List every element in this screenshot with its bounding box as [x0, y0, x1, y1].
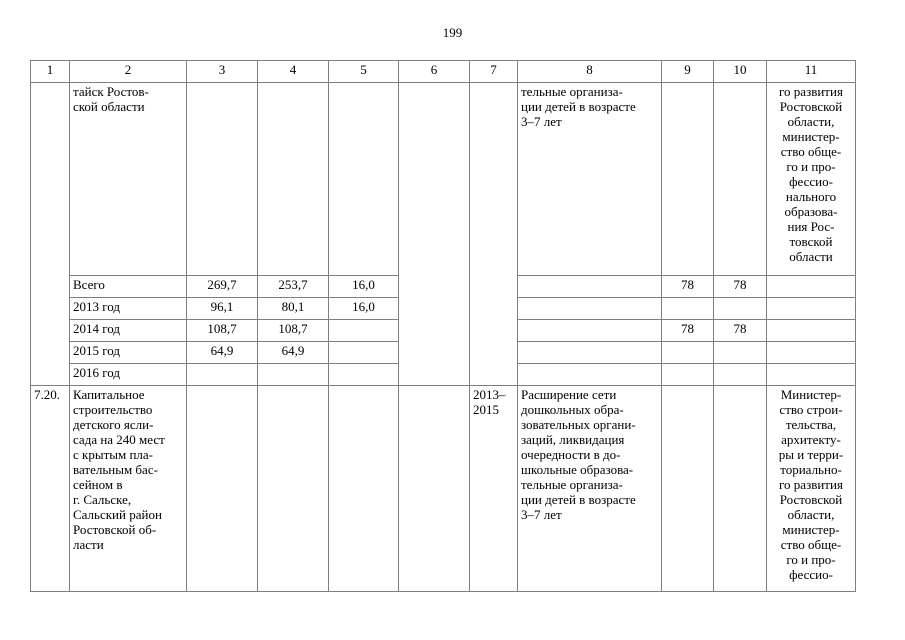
empty-cell: [399, 386, 470, 592]
item-number-cell: 7.20.: [31, 386, 70, 592]
value-col5: 16,0: [329, 298, 399, 320]
value-col10: [714, 298, 767, 320]
executor-cell: Министер- ство строи- тельства, архитекту- ры и терри- ториально- го развития Ростовской области, министер- ство обще- го и про- фессио-: [767, 386, 856, 592]
period-label: 2015 год: [70, 342, 187, 364]
empty-cell: [518, 342, 662, 364]
total-value: 108,7: [187, 320, 258, 342]
value-col10: 78: [714, 276, 767, 298]
column-number: 4: [258, 61, 329, 83]
period-label: 2013 год: [70, 298, 187, 320]
program-table: [30, 60, 856, 592]
table-row: [31, 83, 856, 276]
item-number-cell: [31, 83, 70, 386]
value-col4: 108,7: [258, 320, 329, 342]
empty-cell: [662, 83, 714, 276]
period-label: Всего: [70, 276, 187, 298]
empty-cell: [767, 342, 856, 364]
value-col9: 78: [662, 320, 714, 342]
total-value: 96,1: [187, 298, 258, 320]
empty-cell: [518, 364, 662, 386]
value-col4: 80,1: [258, 298, 329, 320]
value-col9: [662, 364, 714, 386]
value-col4: [258, 364, 329, 386]
empty-cell: [258, 386, 329, 592]
empty-cell: [518, 276, 662, 298]
value-col10: [714, 342, 767, 364]
table-row: [31, 386, 856, 592]
empty-cell: [767, 364, 856, 386]
column-number: 3: [187, 61, 258, 83]
empty-cell: [329, 83, 399, 276]
empty-cell: [518, 320, 662, 342]
value-col9: [662, 342, 714, 364]
column-number: 7: [470, 61, 518, 83]
value-col4: 64,9: [258, 342, 329, 364]
empty-cell: [767, 276, 856, 298]
years-cell: [470, 83, 518, 386]
period-label: 2016 год: [70, 364, 187, 386]
empty-cell: [518, 298, 662, 320]
empty-cell: [662, 386, 714, 592]
column-number: 8: [518, 61, 662, 83]
object-name-cell: Капитальное строительство детского ясли- сада на 240 мест с крытым пла- вательным бас- сейном в г. Сальске, Сальский район Ростовской об- ласти: [70, 386, 187, 592]
value-col9: 78: [662, 276, 714, 298]
value-col5: [329, 320, 399, 342]
total-value: 64,9: [187, 342, 258, 364]
empty-cell: [714, 83, 767, 276]
column-number-row: [31, 61, 856, 83]
value-col10: 78: [714, 320, 767, 342]
value-col5: [329, 342, 399, 364]
value-col10: [714, 364, 767, 386]
empty-cell: [399, 83, 470, 386]
value-col5: [329, 364, 399, 386]
empty-cell: [187, 83, 258, 276]
column-number: 6: [399, 61, 470, 83]
column-number: 11: [767, 61, 856, 83]
years-cell: 2013– 2015: [470, 386, 518, 592]
column-number: 1: [31, 61, 70, 83]
empty-cell: [714, 386, 767, 592]
total-value: [187, 364, 258, 386]
total-value: 269,7: [187, 276, 258, 298]
executor-cell: го развития Ростовской области, министер- ство обще- го и про- фессио- нального образова- ния Рос- товской области: [767, 83, 856, 276]
object-name-cell: тайск Ростов- ской области: [70, 83, 187, 276]
value-col9: [662, 298, 714, 320]
value-col5: 16,0: [329, 276, 399, 298]
page-number: 199: [442, 25, 463, 40]
period-label: 2014 год: [70, 320, 187, 342]
column-number: 5: [329, 61, 399, 83]
empty-cell: [767, 298, 856, 320]
value-col4: 253,7: [258, 276, 329, 298]
result-cell: тельные организа- ции детей в возрасте 3–7 лет: [518, 83, 662, 276]
empty-cell: [767, 320, 856, 342]
empty-cell: [258, 83, 329, 276]
column-number: 9: [662, 61, 714, 83]
empty-cell: [329, 386, 399, 592]
result-cell: Расширение сети дошкольных обра- зовательных органи- заций, ликвидация очередности в до- школьные образова- тельные организа- ции детей в возрасте 3–7 лет: [518, 386, 662, 592]
empty-cell: [187, 386, 258, 592]
column-number: 10: [714, 61, 767, 83]
column-number: 2: [70, 61, 187, 83]
